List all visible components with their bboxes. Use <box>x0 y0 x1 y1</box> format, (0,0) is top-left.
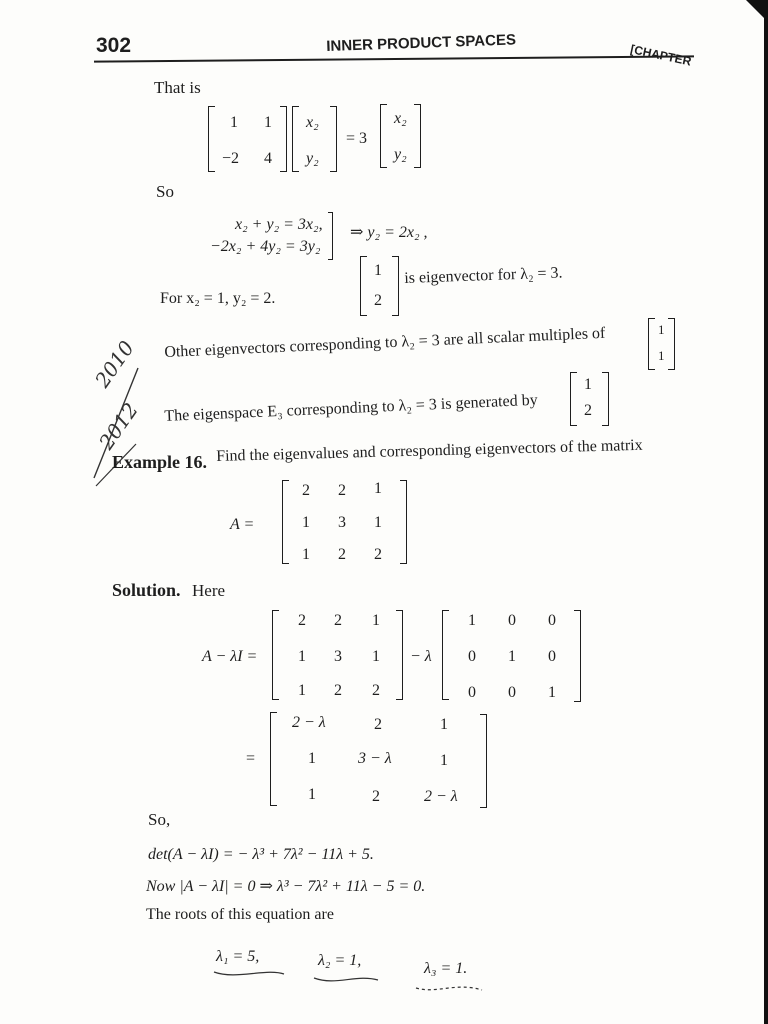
equation-1: x₂ + y₂ = 3x₂, <box>235 216 323 233</box>
minus-lambda: − λ <box>410 648 432 665</box>
matrix-cell: 1 <box>298 648 306 665</box>
matrix-cell: 0 <box>468 648 476 665</box>
solution-label: Solution. <box>112 580 181 600</box>
matrix-cell: 2 <box>374 546 382 563</box>
matrix-cell: 1 <box>440 752 448 769</box>
matrix-cell: 2 − λ <box>292 714 326 731</box>
matrix-cell: 1 <box>374 514 382 531</box>
matrix-cell: 0 <box>548 612 556 629</box>
margin-note-2010: 2010 <box>90 336 139 392</box>
bracket-left <box>208 106 215 172</box>
matrix-cell: 1 <box>372 648 380 665</box>
that-is-text: That is <box>154 78 201 97</box>
vector-entry: x₂ <box>306 114 319 131</box>
matrix-cell: 1 <box>440 716 448 733</box>
so-text: So <box>156 182 174 201</box>
matrix-cell: 1 <box>548 684 556 701</box>
determinant-line: det(A − λI) = − λ³ + 7λ² − 11λ + 5. <box>148 846 374 863</box>
bracket-right <box>574 610 581 702</box>
vector-entry: y₂ <box>394 146 407 163</box>
roots-text: The roots of this equation are <box>146 906 334 923</box>
header-rule <box>94 55 694 62</box>
bracket-right <box>392 256 399 316</box>
matrix-cell: 1 <box>468 612 476 629</box>
bracket-left <box>360 256 367 316</box>
matrix-cell: 2 <box>338 482 346 499</box>
bracket-right <box>414 104 421 168</box>
matrix-cell: 1 <box>302 546 310 563</box>
root-2: λ₂ = 1, <box>318 952 362 969</box>
vector-entry: 1 <box>658 322 665 337</box>
vector-entry: x₂ <box>394 110 407 127</box>
matrix-cell: 2 <box>338 546 346 563</box>
bracket-left <box>442 610 449 700</box>
system-bracket <box>328 212 333 260</box>
running-title: INNER PRODUCT SPACES <box>326 31 517 55</box>
characteristic-equation: Now |A − λI| = 0 ⇒ λ³ − 7λ² + 11λ − 5 = 0. <box>146 878 426 895</box>
page-edge <box>764 0 768 1024</box>
so-text-2: So, <box>148 810 171 829</box>
vector-entry: y₂ <box>306 150 319 167</box>
matrix-cell: 4 <box>264 150 272 167</box>
matrix-cell: 2 <box>372 682 380 699</box>
matrix-cell: 2 <box>302 482 310 499</box>
equation-2: −2x₂ + 4y₂ = 3y₂ <box>210 238 321 255</box>
root-1: λ₁ = 5, <box>216 948 260 965</box>
example-label: Example 16. <box>112 452 208 472</box>
for-condition: For x₂ = 1, y₂ = 2. <box>160 290 276 307</box>
vector-entry: 2 <box>584 402 592 419</box>
matrix-cell: 2 − λ <box>424 788 458 805</box>
bracket-left <box>292 106 299 172</box>
matrix-cell: 1 <box>308 786 316 803</box>
bracket-left <box>648 318 655 370</box>
bracket-right <box>668 318 675 370</box>
other-eigenvectors-text: Other eigenvectors corresponding to λ₂ = 3 are all scalar multiples of <box>164 324 606 361</box>
margin-note-2012: 2012 <box>94 398 143 454</box>
bracket-right <box>396 610 403 700</box>
matrix-cell: 2 <box>298 612 306 629</box>
matrix-cell: 0 <box>508 612 516 629</box>
equals-sign: = <box>246 750 256 767</box>
example-text: Find the eigenvalues and corresponding eigenvectors of the matrix <box>216 436 643 465</box>
chapter-label: [CHAPTER <box>629 42 693 69</box>
bracket-left <box>270 712 277 806</box>
here-text: Here <box>192 581 226 600</box>
matrix-cell: 2 <box>334 682 342 699</box>
equals-three: = 3 <box>346 130 368 147</box>
page-number: 302 <box>96 34 132 57</box>
a-minus-lambda-i-label: A − λI = <box>202 648 258 665</box>
matrix-A-label: A = <box>230 516 255 533</box>
matrix-cell: 0 <box>548 648 556 665</box>
bracket-right <box>330 106 337 172</box>
matrix-cell: 3 <box>334 648 342 665</box>
bracket-left <box>272 610 279 700</box>
bracket-right <box>280 106 287 172</box>
matrix-cell: 2 <box>334 612 342 629</box>
matrix-cell: −2 <box>222 150 240 167</box>
vector-entry: 1 <box>374 262 382 279</box>
page-corner <box>746 0 768 22</box>
matrix-cell: 3 − λ <box>358 750 392 767</box>
root-3: λ₃ = 1. <box>424 960 468 977</box>
matrix-cell: 1 <box>264 114 272 131</box>
bracket-right <box>480 714 487 808</box>
bracket-right <box>400 480 407 564</box>
vector-entry: 1 <box>584 376 592 393</box>
bracket-right <box>602 372 609 426</box>
matrix-cell: 1 <box>298 682 306 699</box>
eigenvector-statement: is eigenvector for λ₂ = 3. <box>404 264 563 287</box>
matrix-cell: 3 <box>338 514 346 531</box>
handwritten-underlines <box>206 964 506 1004</box>
matrix-cell: 1 <box>308 750 316 767</box>
vector-entry: 1 <box>658 348 665 363</box>
matrix-cell: 2 <box>372 788 380 805</box>
matrix-cell: 1 <box>302 514 310 531</box>
matrix-cell: 1 <box>508 648 516 665</box>
implication: ⇒ y₂ = 2x₂ , <box>350 224 428 241</box>
vector-entry: 2 <box>374 292 382 309</box>
eigenspace-text: The eigenspace E₃ corresponding to λ₂ = 3 is generated by <box>164 391 538 425</box>
bracket-left <box>380 104 387 168</box>
matrix-cell: 0 <box>468 684 476 701</box>
matrix-cell: 0 <box>508 684 516 701</box>
matrix-cell: 2 <box>374 716 382 733</box>
matrix-cell: 1 <box>374 480 382 497</box>
matrix-cell: 1 <box>372 612 380 629</box>
bracket-left <box>282 480 289 564</box>
matrix-cell: 1 <box>230 114 238 131</box>
bracket-left <box>570 372 577 426</box>
